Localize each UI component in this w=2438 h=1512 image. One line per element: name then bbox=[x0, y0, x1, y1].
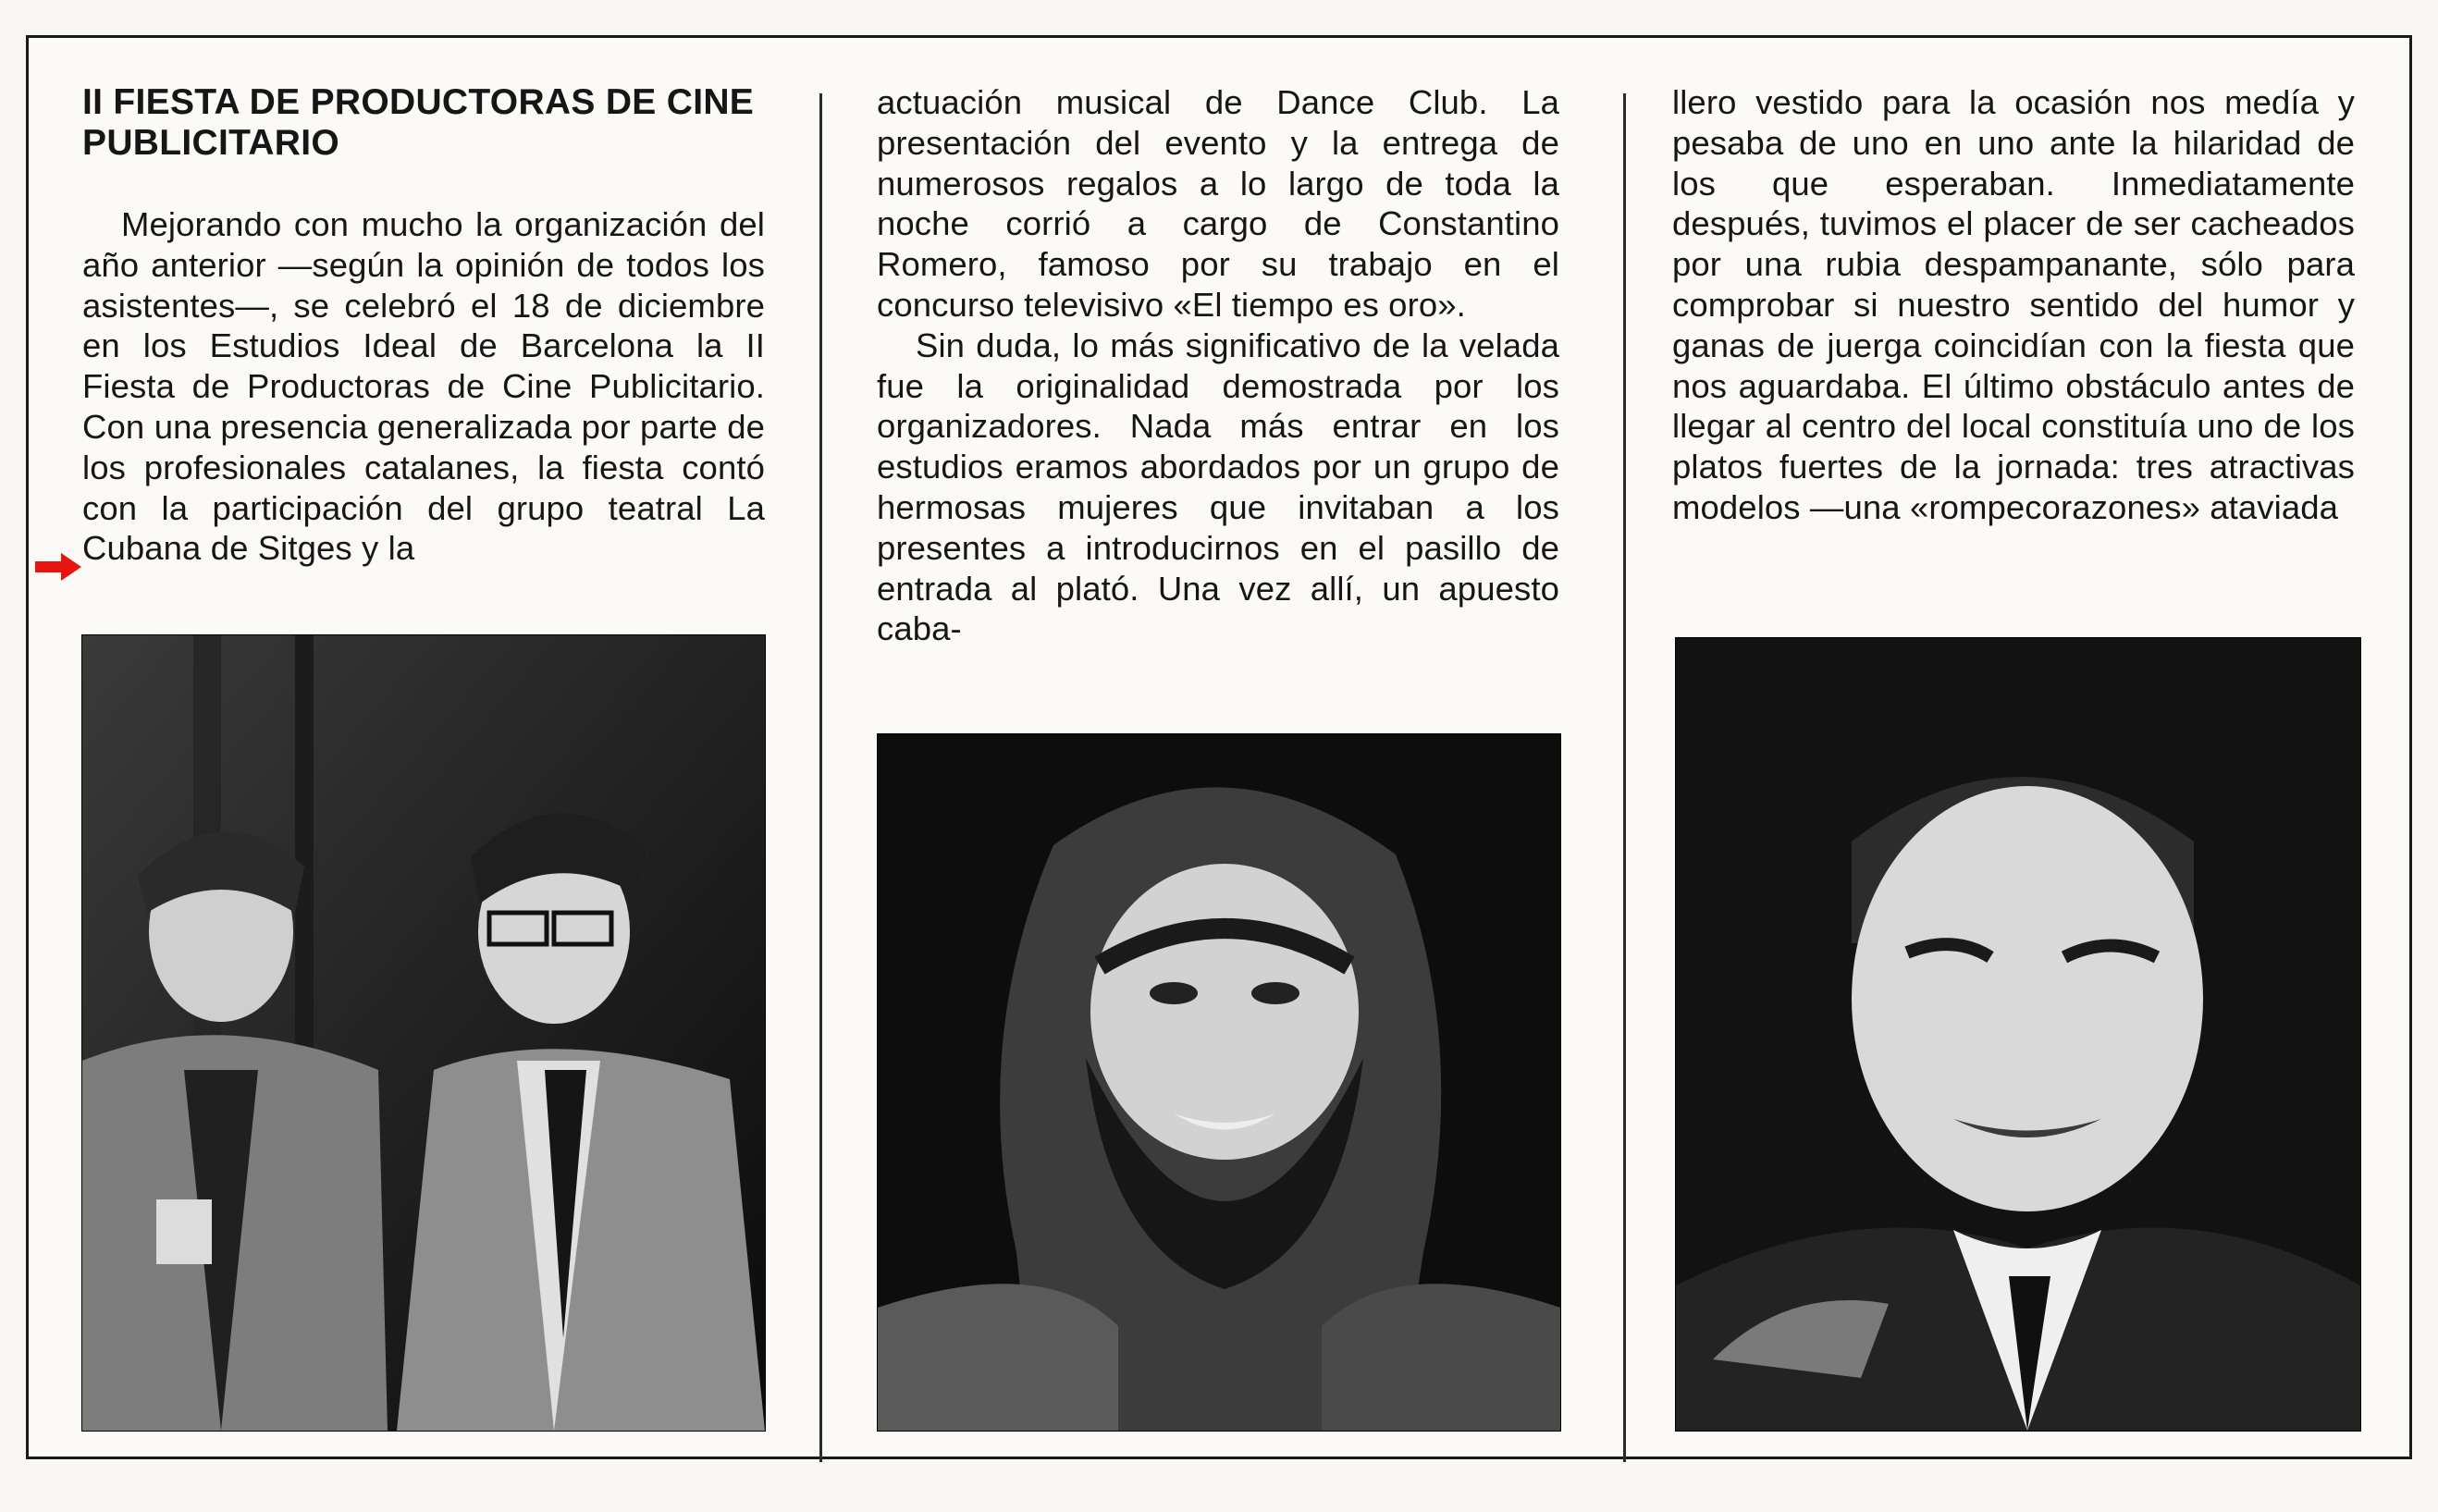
article-column-2 bbox=[877, 82, 1559, 649]
article-paragraph: Sin duda, lo más significativo de la velada fue la originalidad demostrada por los organizadores. Nada más entrar en los estudios eramos abordados por un grupo de hermosas mujeres que invitaban a los presentes a introducirnos en el pasillo de entrada al plató. Una vez allí, un apuesto caba- bbox=[877, 326, 1559, 648]
photo-man-in-suit-and-tie bbox=[1675, 637, 2361, 1432]
article-column-1 bbox=[82, 82, 765, 569]
article-paragraph: actuación musical de Dance Club. La presentación del evento y la entrega de numerosos regalos a lo largo de toda la noche corrió a cargo de Constantino Romero, famoso por su trabajo en el concurso televisivo «El tiempo es oro». bbox=[877, 83, 1559, 324]
article-headline: II FIESTA DE PRODUCTORAS DE CINE PUBLICITARIO bbox=[82, 82, 755, 163]
photo-two-men-at-party bbox=[81, 634, 766, 1432]
article-paragraph: llero vestido para la ocasión nos medía y pesaba de uno en uno ante la hilaridad de los que esperaban. Inmediatamente después, tuvimos el placer de ser cacheados por una rubia despampanante, sólo para comprobar si nuestro sentido del humor y ganas de juerga coincidían con la fiesta que nos aguardaba. El último obstáculo antes de llegar al centro del local constituía uno de los platos fuertes de la jornada: tres atractivas modelos —una «rompecorazones» ataviada bbox=[1672, 83, 2355, 526]
column-divider bbox=[819, 93, 822, 1462]
article-frame bbox=[26, 35, 2412, 1459]
article-paragraph: Mejorando con mucho la organización del año anterior —según la opinión de todos los asistentes—, se celebró el 18 de diciembre en los Estudios Ideal de Barcelona la II Fiesta de Productoras de Cine Publicitario. Con una presencia generalizada por parte de los profesionales catalanes, la fiesta contó con la participación del grupo teatral La Cubana de Sitges y la bbox=[82, 205, 765, 568]
column-divider bbox=[1623, 93, 1626, 1462]
article-column-3 bbox=[1672, 82, 2355, 528]
photo-bearded-man-smiling bbox=[877, 733, 1561, 1432]
red-arrow-icon bbox=[35, 551, 81, 583]
